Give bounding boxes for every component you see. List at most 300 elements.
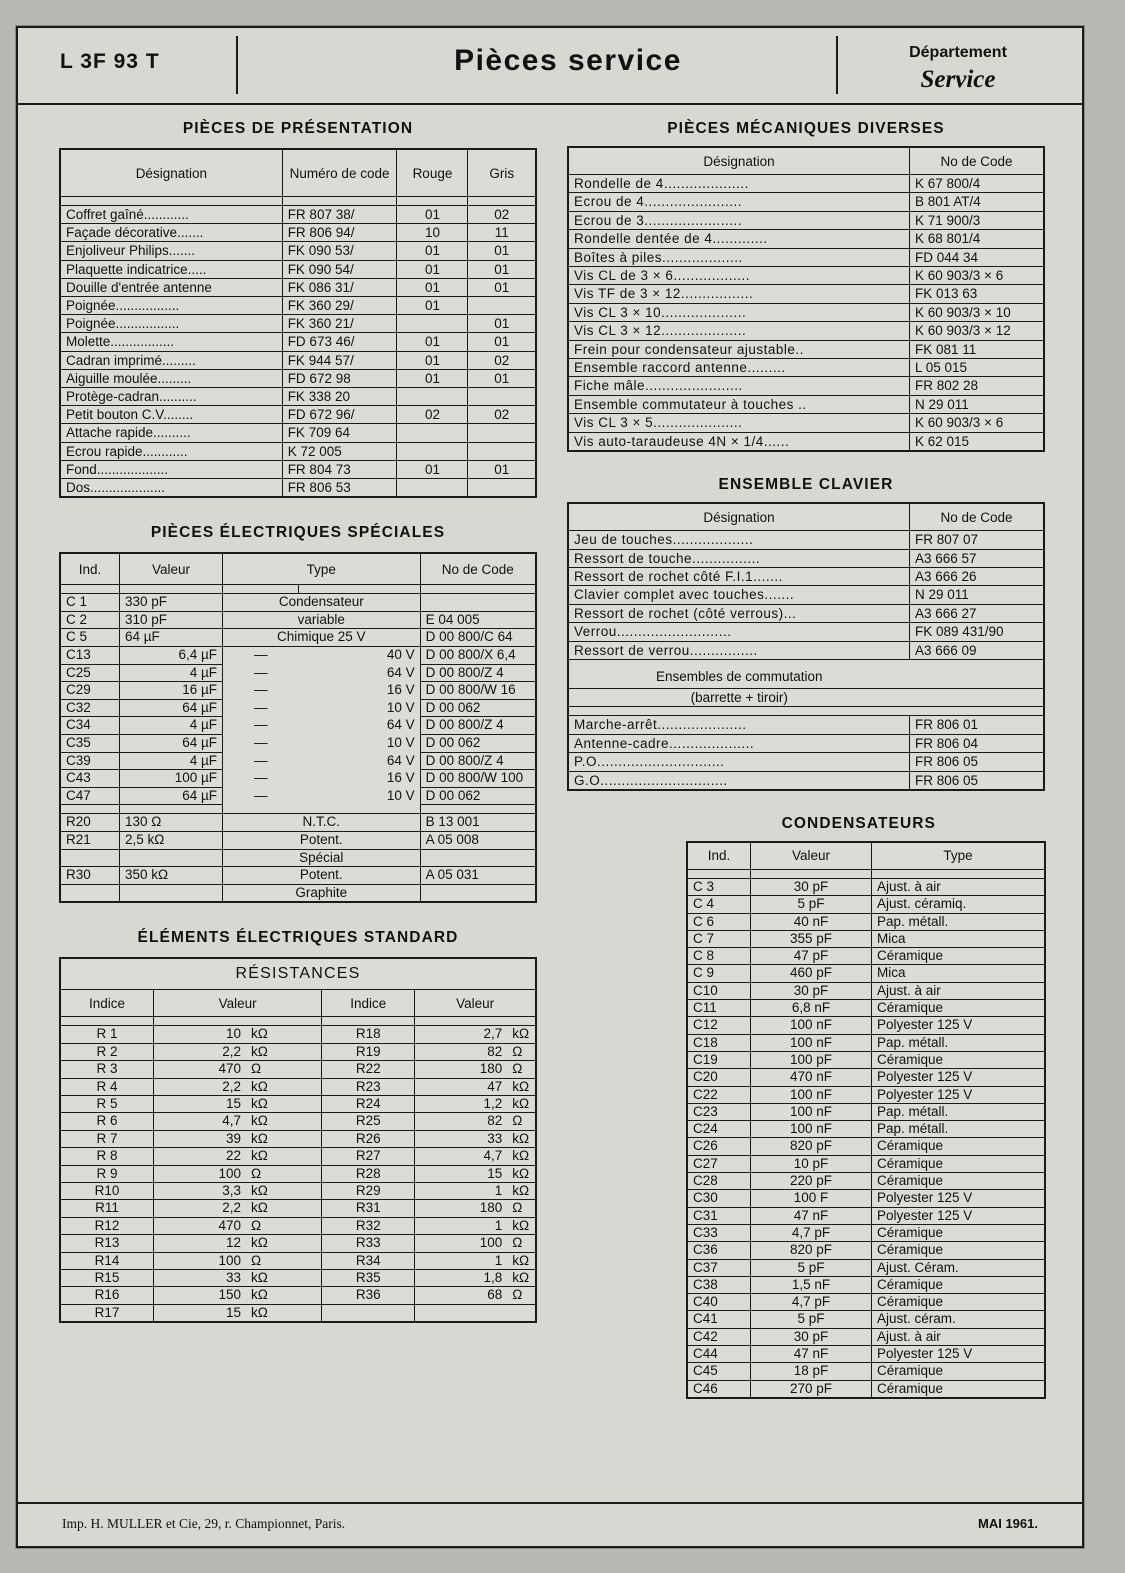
table-row [568, 285, 1044, 303]
table-row [60, 1165, 536, 1182]
cell-unit: Ω [246, 1165, 322, 1182]
cell-gris: 01 [468, 333, 536, 351]
cell-ind: C44 [687, 1345, 751, 1362]
cell-code: FR 806 05 [910, 771, 1045, 790]
cell-ind: R30 [60, 867, 120, 885]
cell-rouge [397, 479, 468, 498]
page-header [18, 28, 1082, 105]
cell-designation: Vis CL de 3 × 6.................. [568, 267, 910, 285]
cell-code: D 00 800/Z 4 [420, 717, 536, 735]
cell-unit: kΩ [246, 1113, 322, 1130]
cell-unit: Ω [246, 1061, 322, 1078]
cell-ind: C36 [687, 1242, 751, 1259]
cell-code: A3 666 27 [910, 604, 1045, 622]
cell-code [420, 884, 536, 902]
cell-gris: 01 [468, 278, 536, 296]
col-designation: Désignation [568, 147, 910, 175]
cell-rouge [397, 442, 468, 460]
table-row [687, 1103, 1045, 1120]
cell-indice: R11 [60, 1200, 154, 1217]
cell-designation: Fond................... [60, 460, 282, 478]
cell-valeur: 4 µF [120, 752, 223, 770]
cell-ind: C41 [687, 1311, 751, 1328]
table-row [60, 224, 536, 242]
cell-valeur: 4,7 pF [751, 1294, 872, 1311]
table-row [568, 230, 1044, 248]
cell-unit: kΩ [246, 1183, 322, 1200]
cell-indice: R15 [60, 1270, 154, 1287]
table-row [687, 913, 1045, 930]
cell-value: 2,2 [154, 1078, 247, 1095]
table-row [687, 1294, 1045, 1311]
cell-value: 82 [415, 1113, 508, 1130]
cell-valeur: 130 Ω [120, 814, 223, 832]
cell-gris [468, 388, 536, 406]
table-row [568, 604, 1044, 622]
resistances-table [59, 957, 537, 1323]
cell-designation: Vis TF de 3 × 12................. [568, 285, 910, 303]
col-code: No de Code [910, 503, 1045, 531]
cell-voltage: 64 V [386, 752, 415, 768]
cell-gris: 01 [468, 460, 536, 478]
table-header-row [60, 553, 536, 585]
cell-valeur: 5 pF [751, 1259, 872, 1276]
table-row [568, 193, 1044, 211]
cell-designation: Petit bouton C.V........ [60, 406, 282, 424]
cell-unit: kΩ [507, 1148, 536, 1165]
table-row [687, 1034, 1045, 1051]
cell-gris: 01 [468, 242, 536, 260]
cell-type: — [254, 664, 268, 680]
cell-value: 100 [415, 1235, 508, 1252]
cell-designation: Cadran imprimé......... [60, 351, 282, 369]
cell-ind: C 5 [60, 629, 120, 647]
table-subtitle-row [568, 688, 1044, 706]
cell-unit: Ω [507, 1200, 536, 1217]
table-row [568, 340, 1044, 358]
table-row [568, 771, 1044, 790]
cell-code: FK 360 21/ [282, 315, 397, 333]
table-row [568, 267, 1044, 285]
col-indice-1: Indice [60, 990, 154, 1017]
table-row [60, 1061, 536, 1078]
cell-type: — [254, 770, 268, 786]
presentation-section-title: PIÈCES DE PRÉSENTATION [182, 120, 414, 137]
cell-type: Pap. métall. [872, 1121, 1046, 1138]
table-row [60, 260, 536, 278]
cell-valeur: 47 nF [751, 1345, 872, 1362]
cell-ind: C27 [687, 1155, 751, 1172]
cell-type: Pap. métall. [872, 913, 1046, 930]
cell-rouge: 01 [397, 460, 468, 478]
table-row [60, 611, 536, 629]
cell-code: K 60 903/3 × 6 [910, 414, 1045, 432]
cell-value: 1,8 [415, 1270, 508, 1287]
cell-code: FK 709 64 [282, 424, 397, 442]
cell-gris [468, 424, 536, 442]
cell-gris: 02 [468, 406, 536, 424]
condensateurs-section-title: CONDENSATEURS [781, 814, 936, 832]
table-row [60, 1287, 536, 1304]
cell-ind: C 6 [687, 913, 751, 930]
cell-code: L 05 015 [910, 359, 1045, 377]
cell-unit: kΩ [507, 1217, 536, 1234]
cell-valeur: 350 kΩ [120, 867, 223, 885]
cell-code: B 801 AT/4 [910, 193, 1045, 211]
table-row [687, 1190, 1045, 1207]
department-label: Département [909, 44, 1007, 61]
cell-gris [468, 442, 536, 460]
cell-valeur: 330 pF [120, 594, 223, 612]
cell-code: FR 806 01 [910, 716, 1045, 734]
cell-voltage: 16 V [386, 770, 415, 786]
cell-ind: C13 [60, 647, 120, 665]
cell-unit: kΩ [507, 1183, 536, 1200]
cell-indice: R35 [322, 1270, 415, 1287]
table-row [60, 647, 536, 665]
table-row [687, 1000, 1045, 1017]
cell-ind: C24 [687, 1121, 751, 1138]
condensateurs-table [686, 841, 1046, 1399]
cell-code: FK 360 29/ [282, 297, 397, 315]
cell-rouge: 10 [397, 224, 468, 242]
table-row [60, 1078, 536, 1095]
cell-indice: R 2 [60, 1043, 154, 1060]
col-designation: Désignation [568, 503, 910, 531]
cell-ind: C25 [60, 664, 120, 682]
cell-unit: kΩ [246, 1287, 322, 1304]
table-row [568, 377, 1044, 395]
table-row [687, 1259, 1045, 1276]
table-row [568, 395, 1044, 413]
cell-code: FK 013 63 [910, 285, 1045, 303]
cell-valeur: 4 µF [120, 664, 223, 682]
cell-unit: kΩ [246, 1026, 322, 1043]
table-row [568, 623, 1044, 641]
table-row [60, 242, 536, 260]
clavier-table [567, 502, 1045, 791]
table-row [568, 432, 1044, 451]
cell-value: 33 [415, 1130, 508, 1147]
table-row [568, 734, 1044, 752]
cell-indice: R16 [60, 1287, 154, 1304]
table-row [60, 1148, 536, 1165]
cell-voltage: 16 V [386, 682, 415, 698]
table-row [60, 1304, 536, 1322]
table-row [687, 878, 1045, 895]
cell-valeur: 2,5 kΩ [120, 831, 223, 849]
cell-type: N.T.C. [223, 814, 421, 832]
cell-valeur: 18 pF [751, 1363, 872, 1380]
cell-valeur: 100 nF [751, 1034, 872, 1051]
cell-valeur: 4,7 pF [751, 1224, 872, 1241]
cell-ind: C29 [60, 682, 120, 700]
cell-unit: kΩ [246, 1235, 322, 1252]
cell-type: Spécial [223, 849, 421, 867]
cell-designation: Ecrou rapide............ [60, 442, 282, 460]
cell-indice: R 9 [60, 1165, 154, 1182]
cell-gris [468, 297, 536, 315]
service-logo: Service [920, 66, 996, 93]
cell-indice: R10 [60, 1183, 154, 1200]
cell-type: Mica [872, 965, 1046, 982]
table-row [60, 787, 536, 805]
cell-type: — [254, 735, 268, 750]
cell-type: — [254, 717, 268, 733]
table-row [687, 1069, 1045, 1086]
col-ind: Ind. [60, 553, 120, 585]
cell-value: 10 [154, 1026, 247, 1043]
cell-value: 1 [415, 1183, 508, 1200]
cell-ind: C 3 [687, 878, 751, 895]
cell-value: 2,2 [154, 1043, 247, 1060]
col-indice-2: Indice [322, 990, 415, 1017]
cell-code: D 00 800/Z 4 [420, 752, 536, 770]
table-row [60, 1183, 536, 1200]
cell-type: Graphite [223, 884, 421, 902]
cell-indice: R 1 [60, 1026, 154, 1043]
cell-type: Céramique [872, 948, 1046, 965]
mecaniques-section-title: PIÈCES MÉCANIQUES DIVERSES [667, 120, 945, 137]
cell-unit: kΩ [246, 1043, 322, 1060]
document-page [16, 26, 1084, 1548]
cell-type: Ajust. à air [872, 878, 1046, 895]
cell-indice: R23 [322, 1078, 415, 1095]
table-row [568, 414, 1044, 432]
cell-unit: kΩ [507, 1078, 536, 1095]
cell-designation: Ensemble commutateur à touches .. [568, 395, 910, 413]
table-row [60, 594, 536, 612]
cell-type: Ajust. à air [872, 1328, 1046, 1345]
col-type: Type [872, 842, 1046, 870]
cell-valeur: 470 nF [751, 1069, 872, 1086]
table-row [60, 1252, 536, 1269]
cell-ind: C46 [687, 1380, 751, 1398]
cell-ind: C 8 [687, 948, 751, 965]
cell-indice: R34 [322, 1252, 415, 1269]
cell-code: K 67 800/4 [910, 175, 1045, 193]
cell-designation: Vis CL 3 × 10.................... [568, 303, 910, 321]
table-row [60, 1270, 536, 1287]
cell-type: — [254, 699, 268, 715]
col-valeur: Valeur [751, 842, 872, 870]
table-header-row [568, 503, 1044, 531]
cell-code: D 00 062 [420, 735, 536, 753]
cell-type: Ajust. Céram. [872, 1259, 1046, 1276]
cell-type: Ajust. céram. [872, 1311, 1046, 1328]
cell-value: 100 [154, 1165, 247, 1182]
table-row [568, 549, 1044, 567]
standard-section-title: ÉLÉMENTS ÉLECTRIQUES STANDARD [137, 929, 459, 947]
cell-valeur: 820 pF [751, 1138, 872, 1155]
cell-ind: C47 [60, 787, 120, 805]
cell-designation: Rondelle de 4.................... [568, 175, 910, 193]
cell-code: A3 666 26 [910, 567, 1045, 585]
cell-type: Céramique [872, 1051, 1046, 1068]
table-row [568, 303, 1044, 321]
cell-type: Céramique [872, 1242, 1046, 1259]
table-row [60, 629, 536, 647]
table-row [687, 1276, 1045, 1293]
cell-type: Condensateur [223, 594, 421, 612]
cell-code [420, 594, 536, 612]
table-row [687, 1173, 1045, 1190]
cell-ind [60, 849, 120, 867]
cell-type: Céramique [872, 1363, 1046, 1380]
table-subtitle-row [568, 659, 1044, 688]
cell-unit: kΩ [246, 1200, 322, 1217]
table-row [687, 1380, 1045, 1398]
table-row [687, 982, 1045, 999]
cell-code: FK 081 11 [910, 340, 1045, 358]
cell-voltage: 64 V [386, 664, 415, 680]
cell-designation: Coffret gaîné............ [60, 206, 282, 224]
cell-ind: C30 [687, 1190, 751, 1207]
cell-type: Céramique [872, 1294, 1046, 1311]
cell-type: Céramique [872, 1224, 1046, 1241]
cell-ind: C40 [687, 1294, 751, 1311]
table-row [568, 567, 1044, 585]
table-row [687, 1242, 1045, 1259]
cell-value [415, 1304, 508, 1322]
cell-designation: Ressort de rochet côté F.I.1....... [568, 567, 910, 585]
cell-code: K 68 801/4 [910, 230, 1045, 248]
table-row [60, 442, 536, 460]
cell-ind: C 1 [60, 594, 120, 612]
cell-code: FK 338 20 [282, 388, 397, 406]
cell-code: FK 089 431/90 [910, 623, 1045, 641]
cell-unit: kΩ [246, 1130, 322, 1147]
table-row [687, 1051, 1045, 1068]
cell-type: Céramique [872, 1173, 1046, 1190]
cell-code: A 05 008 [420, 831, 536, 849]
cell-unit: kΩ [507, 1095, 536, 1112]
cell-indice: R17 [60, 1304, 154, 1322]
cell-type: Polyester 125 V [872, 1086, 1046, 1103]
cell-indice: R24 [322, 1095, 415, 1112]
table-header-row [687, 842, 1045, 870]
cell-unit: Ω [507, 1043, 536, 1060]
cell-unit: Ω [246, 1217, 322, 1234]
cell-type: Céramique [872, 1138, 1046, 1155]
cell-indice: R12 [60, 1217, 154, 1234]
cell-designation: Aiguille moulée......... [60, 369, 282, 387]
table-row [568, 322, 1044, 340]
table-row [687, 896, 1045, 913]
table-row [60, 206, 536, 224]
cell-ind: C 4 [687, 896, 751, 913]
table-row [60, 460, 536, 478]
cell-type: Ajust. à air [872, 982, 1046, 999]
cell-valeur: 820 pF [751, 1242, 872, 1259]
cell-code: FD 672 98 [282, 369, 397, 387]
cell-code: FR 807 38/ [282, 206, 397, 224]
table-row [568, 359, 1044, 377]
cell-rouge: 01 [397, 351, 468, 369]
electriques-speciales-section-title: PIÈCES ÉLECTRIQUES SPÉCIALES [150, 524, 446, 542]
col-valeur-2: Valeur [415, 990, 536, 1017]
cell-designation: Fiche mâle....................... [568, 377, 910, 395]
table-row [687, 1224, 1045, 1241]
clavier-section-title: ENSEMBLE CLAVIER [718, 476, 894, 494]
cell-indice: R 4 [60, 1078, 154, 1095]
cell-value: 1 [415, 1217, 508, 1234]
table-row [60, 369, 536, 387]
cell-ind: C38 [687, 1276, 751, 1293]
cell-valeur: 16 µF [120, 682, 223, 700]
cell-rouge [397, 388, 468, 406]
cell-type: Céramique [872, 1380, 1046, 1398]
col-code: Numéro de code [282, 149, 397, 197]
cell-unit: Ω [507, 1235, 536, 1252]
cell-valeur: 30 pF [751, 1328, 872, 1345]
cell-ind: C18 [687, 1034, 751, 1051]
cell-code: D 00 800/C 64 [420, 629, 536, 647]
cell-valeur: 64 µF [120, 735, 223, 753]
cell-type: Potent. [223, 831, 421, 849]
cell-ind: C22 [687, 1086, 751, 1103]
table-header-row [60, 149, 536, 197]
cell-type: Céramique [872, 1155, 1046, 1172]
table-header-row [568, 147, 1044, 175]
cell-code: K 60 903/3 × 10 [910, 303, 1045, 321]
cell-valeur: 100 F [751, 1190, 872, 1207]
mecaniques-table [567, 146, 1045, 452]
cell-value: 4,7 [154, 1113, 247, 1130]
cell-valeur [120, 849, 223, 867]
cell-code: FD 673 46/ [282, 333, 397, 351]
cell-rouge: 02 [397, 406, 468, 424]
cell-designation: Protège-cadran.......... [60, 388, 282, 406]
cell-designation: Clavier complet avec touches....... [568, 586, 910, 604]
cell-indice: R28 [322, 1165, 415, 1182]
cell-rouge [397, 424, 468, 442]
col-valeur-1: Valeur [154, 990, 322, 1017]
table-row [60, 1235, 536, 1252]
cell-unit: kΩ [246, 1095, 322, 1112]
cell-valeur: 100 pF [751, 1051, 872, 1068]
cell-designation: Ressort de touche................ [568, 549, 910, 567]
cell-designation: Douille d'entrée antenne [60, 278, 282, 296]
table-row [687, 1086, 1045, 1103]
table-spacer [568, 707, 1044, 716]
printer-credit: Imp. H. MULLER et Cie, 29, r. Championnet, Paris. [62, 1516, 346, 1531]
cell-code: K 71 900/3 [910, 211, 1045, 229]
col-code: No de Code [910, 147, 1045, 175]
presentation-table [59, 148, 537, 498]
cell-value: 470 [154, 1217, 247, 1234]
cell-code: FD 672 96/ [282, 406, 397, 424]
cell-indice: R25 [322, 1113, 415, 1130]
header-divider-left [236, 36, 238, 94]
cell-designation: Ressort de rochet (côté verrous)... [568, 604, 910, 622]
cell-type: Polyester 125 V [872, 1017, 1046, 1034]
cell-type: Céramique [872, 1000, 1046, 1017]
table-row [60, 351, 536, 369]
cell-code: FR 807 07 [910, 531, 1045, 549]
cell-voltage: 40 V [386, 647, 415, 663]
cell-type: Pap. métall. [872, 1103, 1046, 1120]
table-spacer [60, 805, 536, 814]
table-row [687, 1017, 1045, 1034]
cell-valeur: 64 µF [120, 699, 223, 717]
cell-ind: C10 [687, 982, 751, 999]
cell-ind: C23 [687, 1103, 751, 1120]
cell-valeur: 100 µF [120, 770, 223, 788]
cell-code: N 29 011 [910, 586, 1045, 604]
cell-rouge: 01 [397, 369, 468, 387]
cell-type: Polyester 125 V [872, 1190, 1046, 1207]
